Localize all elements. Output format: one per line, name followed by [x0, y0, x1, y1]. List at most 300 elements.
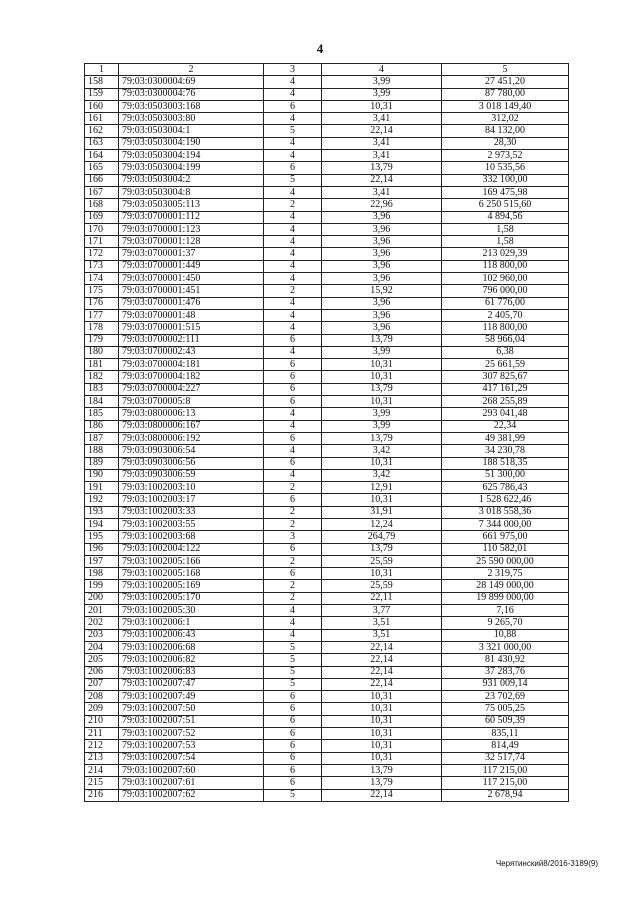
row-number-cell: 173 — [85, 260, 119, 272]
category-cell: 5 — [264, 678, 322, 690]
table-row — [85, 445, 569, 457]
amount-cell: 60 509,39 — [442, 715, 569, 727]
table-row — [85, 740, 569, 752]
row-number-cell: 181 — [85, 359, 119, 371]
category-cell: 5 — [264, 125, 322, 137]
category-cell: 6 — [264, 568, 322, 580]
row-number-cell: 215 — [85, 777, 119, 789]
row-number-cell: 187 — [85, 432, 119, 444]
row-number-cell: 212 — [85, 740, 119, 752]
table-row — [85, 531, 569, 543]
category-cell: 6 — [264, 703, 322, 715]
cadastral-number-cell: 79:03:0800006:192 — [119, 432, 264, 444]
category-cell: 6 — [264, 691, 322, 703]
cadastral-number-cell: 79:03:1002003:10 — [119, 482, 264, 494]
rate-cell: 10,31 — [322, 100, 442, 112]
row-number-cell: 207 — [85, 678, 119, 690]
row-number-cell: 183 — [85, 383, 119, 395]
table-row — [85, 605, 569, 617]
category-cell: 4 — [264, 137, 322, 149]
row-number-cell: 200 — [85, 592, 119, 604]
row-number-cell: 160 — [85, 100, 119, 112]
cadastral-number-cell: 79:03:0503003:80 — [119, 113, 264, 125]
table-row — [85, 777, 569, 789]
table-row — [85, 752, 569, 764]
amount-cell: 19 899 000,00 — [442, 592, 569, 604]
cadastral-number-cell: 79:03:0903006:56 — [119, 457, 264, 469]
cadastral-number-cell: 79:03:1002005:169 — [119, 580, 264, 592]
category-cell: 6 — [264, 383, 322, 395]
rate-cell: 22,14 — [322, 789, 442, 801]
cadastral-number-cell: 79:03:1002003:68 — [119, 531, 264, 543]
cadastral-number-cell: 79:03:0503004:1 — [119, 125, 264, 137]
amount-cell: 87 780,00 — [442, 88, 569, 100]
amount-cell: 312,02 — [442, 113, 569, 125]
rate-cell: 12,24 — [322, 518, 442, 530]
category-cell: 2 — [264, 285, 322, 297]
cadastral-number-cell: 79:03:0503004:2 — [119, 174, 264, 186]
category-cell: 5 — [264, 174, 322, 186]
rate-cell: 3,96 — [322, 223, 442, 235]
cadastral-number-cell: 79:03:0700001:451 — [119, 285, 264, 297]
row-number-cell: 193 — [85, 506, 119, 518]
amount-cell: 3 321 000,00 — [442, 641, 569, 653]
rate-cell: 3,96 — [322, 248, 442, 260]
amount-cell: 661 975,00 — [442, 531, 569, 543]
cadastral-number-cell: 79:03:1002007:61 — [119, 777, 264, 789]
cadastral-number-cell: 79:03:0903006:54 — [119, 445, 264, 457]
amount-cell: 268 255,89 — [442, 396, 569, 408]
rate-cell: 25,59 — [322, 555, 442, 567]
row-number-cell: 198 — [85, 568, 119, 580]
table-row — [85, 137, 569, 149]
amount-cell: 7 344 000,00 — [442, 518, 569, 530]
rate-cell: 10,31 — [322, 691, 442, 703]
table-row — [85, 199, 569, 211]
rate-cell: 3,99 — [322, 88, 442, 100]
column-header-5: 5 — [442, 64, 569, 76]
rate-cell: 22,14 — [322, 174, 442, 186]
rate-cell: 10,31 — [322, 715, 442, 727]
table-row — [85, 346, 569, 358]
amount-cell: 3 018 558,36 — [442, 506, 569, 518]
row-number-cell: 159 — [85, 88, 119, 100]
table-row — [85, 678, 569, 690]
row-number-cell: 184 — [85, 396, 119, 408]
rate-cell: 3,41 — [322, 137, 442, 149]
category-cell: 5 — [264, 654, 322, 666]
cadastral-number-cell: 79:03:1002006:82 — [119, 654, 264, 666]
table-row — [85, 186, 569, 198]
cadastral-number-cell: 79:03:1002003:33 — [119, 506, 264, 518]
rate-cell: 13,79 — [322, 764, 442, 776]
rate-cell: 22,14 — [322, 654, 442, 666]
category-cell: 6 — [264, 494, 322, 506]
rate-cell: 3,96 — [322, 260, 442, 272]
column-header-4: 4 — [322, 64, 442, 76]
cadastral-number-cell: 79:03:0700001:128 — [119, 236, 264, 248]
table-row — [85, 420, 569, 432]
cadastral-number-cell: 79:03:1002005:170 — [119, 592, 264, 604]
row-number-cell: 169 — [85, 211, 119, 223]
row-number-cell: 175 — [85, 285, 119, 297]
category-cell: 4 — [264, 605, 322, 617]
cadastral-number-cell: 79:03:0503003:168 — [119, 100, 264, 112]
table-row — [85, 334, 569, 346]
table-row — [85, 383, 569, 395]
table-row — [85, 260, 569, 272]
amount-cell: 1,58 — [442, 223, 569, 235]
category-cell: 4 — [264, 211, 322, 223]
table-row — [85, 703, 569, 715]
rate-cell: 3,42 — [322, 469, 442, 481]
table-row — [85, 617, 569, 629]
cadastral-number-cell: 79:03:0700002:43 — [119, 346, 264, 358]
rate-cell: 10,31 — [322, 752, 442, 764]
cadastral-number-cell: 79:03:0300004:76 — [119, 88, 264, 100]
cadastral-number-cell: 79:03:0700004:182 — [119, 371, 264, 383]
category-cell: 4 — [264, 629, 322, 641]
amount-cell: 4 894,56 — [442, 211, 569, 223]
category-cell: 5 — [264, 789, 322, 801]
rate-cell: 13,79 — [322, 432, 442, 444]
rate-cell: 10,31 — [322, 457, 442, 469]
rate-cell: 10,31 — [322, 728, 442, 740]
document-footer: Черятинский8/2016-3189(9) — [495, 859, 598, 868]
table-row — [85, 543, 569, 555]
cadastral-number-cell: 79:03:1002005:30 — [119, 605, 264, 617]
category-cell: 5 — [264, 666, 322, 678]
row-number-cell: 192 — [85, 494, 119, 506]
table-row — [85, 408, 569, 420]
cadastral-number-cell: 79:03:1002007:49 — [119, 691, 264, 703]
amount-cell: 28,30 — [442, 137, 569, 149]
row-number-cell: 201 — [85, 605, 119, 617]
amount-cell: 1,58 — [442, 236, 569, 248]
category-cell: 4 — [264, 309, 322, 321]
cadastral-number-cell: 79:03:1002005:166 — [119, 555, 264, 567]
table-row — [85, 641, 569, 653]
rate-cell: 3,42 — [322, 445, 442, 457]
category-cell: 4 — [264, 297, 322, 309]
rate-cell: 10,31 — [322, 740, 442, 752]
rate-cell: 10,31 — [322, 371, 442, 383]
cadastral-number-cell: 79:03:0800006:13 — [119, 408, 264, 420]
cadastral-number-cell: 79:03:1002006:1 — [119, 617, 264, 629]
row-number-cell: 211 — [85, 728, 119, 740]
cadastral-number-cell: 79:03:1002007:50 — [119, 703, 264, 715]
row-number-cell: 196 — [85, 543, 119, 555]
category-cell: 5 — [264, 641, 322, 653]
cadastral-number-cell: 79:03:1002006:68 — [119, 641, 264, 653]
row-number-cell: 178 — [85, 322, 119, 334]
category-cell: 6 — [264, 777, 322, 789]
amount-cell: 37 283,76 — [442, 666, 569, 678]
amount-cell: 118 800,00 — [442, 322, 569, 334]
row-number-cell: 213 — [85, 752, 119, 764]
table-row — [85, 494, 569, 506]
rate-cell: 3,41 — [322, 150, 442, 162]
amount-cell: 307 825,67 — [442, 371, 569, 383]
table-row — [85, 592, 569, 604]
row-number-cell: 194 — [85, 518, 119, 530]
table-row — [85, 568, 569, 580]
category-cell: 4 — [264, 236, 322, 248]
row-number-cell: 205 — [85, 654, 119, 666]
category-cell: 6 — [264, 543, 322, 555]
category-cell: 4 — [264, 150, 322, 162]
amount-cell: 213 029,39 — [442, 248, 569, 260]
table-row — [85, 396, 569, 408]
rate-cell: 31,91 — [322, 506, 442, 518]
table-row — [85, 506, 569, 518]
rate-cell: 3,41 — [322, 186, 442, 198]
rate-cell: 3,41 — [322, 113, 442, 125]
category-cell: 4 — [264, 260, 322, 272]
row-number-cell: 204 — [85, 641, 119, 653]
row-number-cell: 216 — [85, 789, 119, 801]
category-cell: 4 — [264, 445, 322, 457]
rate-cell: 3,96 — [322, 322, 442, 334]
category-cell: 4 — [264, 76, 322, 88]
cadastral-number-cell: 79:03:0700005:8 — [119, 396, 264, 408]
row-number-cell: 166 — [85, 174, 119, 186]
cadastral-number-cell: 79:03:0700004:181 — [119, 359, 264, 371]
table-row — [85, 715, 569, 727]
rate-cell: 13,79 — [322, 334, 442, 346]
row-number-cell: 164 — [85, 150, 119, 162]
cadastral-number-cell: 79:03:0700001:476 — [119, 297, 264, 309]
amount-cell: 25 661,59 — [442, 359, 569, 371]
rate-cell: 3,96 — [322, 297, 442, 309]
table-row — [85, 223, 569, 235]
table-row — [85, 580, 569, 592]
table-row — [85, 629, 569, 641]
table-row — [85, 482, 569, 494]
cadastral-number-cell: 79:03:1002007:51 — [119, 715, 264, 727]
rate-cell: 3,99 — [322, 76, 442, 88]
amount-cell: 2 678,94 — [442, 789, 569, 801]
rate-cell: 3,96 — [322, 236, 442, 248]
amount-cell: 6 250 515,60 — [442, 199, 569, 211]
row-number-cell: 214 — [85, 764, 119, 776]
category-cell: 2 — [264, 199, 322, 211]
category-cell: 6 — [264, 752, 322, 764]
row-number-cell: 203 — [85, 629, 119, 641]
cadastral-number-cell: 79:03:0700001:112 — [119, 211, 264, 223]
table-row — [85, 666, 569, 678]
amount-cell: 10,88 — [442, 629, 569, 641]
rate-cell: 3,96 — [322, 273, 442, 285]
category-cell: 6 — [264, 715, 322, 727]
row-number-cell: 161 — [85, 113, 119, 125]
cadastral-number-cell: 79:03:0700004:227 — [119, 383, 264, 395]
cadastral-number-cell: 79:03:0700001:37 — [119, 248, 264, 260]
cadastral-number-cell: 79:03:0700001:515 — [119, 322, 264, 334]
rate-cell: 264,79 — [322, 531, 442, 543]
category-cell: 4 — [264, 420, 322, 432]
category-cell: 4 — [264, 113, 322, 125]
row-number-cell: 209 — [85, 703, 119, 715]
cadastral-number-cell: 79:03:0700001:450 — [119, 273, 264, 285]
amount-cell: 332 100,00 — [442, 174, 569, 186]
category-cell: 6 — [264, 728, 322, 740]
table-row — [85, 297, 569, 309]
cadastral-number-cell: 79:03:0700002:111 — [119, 334, 264, 346]
amount-cell: 814,49 — [442, 740, 569, 752]
rate-cell: 3,77 — [322, 605, 442, 617]
table-row — [85, 309, 569, 321]
amount-cell: 32 517,74 — [442, 752, 569, 764]
table-row — [85, 518, 569, 530]
cadastral-number-cell: 79:03:1002006:83 — [119, 666, 264, 678]
rate-cell: 13,79 — [322, 543, 442, 555]
row-number-cell: 179 — [85, 334, 119, 346]
table-row — [85, 432, 569, 444]
table-row — [85, 457, 569, 469]
table-row — [85, 654, 569, 666]
row-number-cell: 163 — [85, 137, 119, 149]
table-row — [85, 236, 569, 248]
table-row — [85, 371, 569, 383]
table-header-row — [85, 64, 569, 76]
cadastral-number-cell: 79:03:0503004:194 — [119, 150, 264, 162]
category-cell: 3 — [264, 531, 322, 543]
rate-cell: 13,79 — [322, 162, 442, 174]
cadastral-number-cell: 79:03:1002003:55 — [119, 518, 264, 530]
rate-cell: 22,14 — [322, 678, 442, 690]
cadastral-number-cell: 79:03:1002004:122 — [119, 543, 264, 555]
category-cell: 4 — [264, 322, 322, 334]
page-number: 4 — [316, 41, 324, 56]
amount-cell: 2 973,52 — [442, 150, 569, 162]
cadastral-number-cell: 79:03:0503004:8 — [119, 186, 264, 198]
column-header-2: 2 — [119, 64, 264, 76]
table-row — [85, 359, 569, 371]
cadastral-number-cell: 79:03:1002007:52 — [119, 728, 264, 740]
amount-cell: 84 132,00 — [442, 125, 569, 137]
amount-cell: 625 786,43 — [442, 482, 569, 494]
table-row — [85, 88, 569, 100]
row-number-cell: 206 — [85, 666, 119, 678]
row-number-cell: 165 — [85, 162, 119, 174]
rate-cell: 22,14 — [322, 641, 442, 653]
cadastral-number-cell: 79:03:1002007:54 — [119, 752, 264, 764]
amount-cell: 25 590 000,00 — [442, 555, 569, 567]
table-row — [85, 691, 569, 703]
cadastral-number-cell: 79:03:1002007:60 — [119, 764, 264, 776]
amount-cell: 28 149 000,00 — [442, 580, 569, 592]
cadastral-number-cell: 79:03:0300004:69 — [119, 76, 264, 88]
amount-cell: 118 800,00 — [442, 260, 569, 272]
cadastral-number-cell: 79:03:0503004:199 — [119, 162, 264, 174]
category-cell: 6 — [264, 740, 322, 752]
category-cell: 2 — [264, 592, 322, 604]
cadastral-number-cell: 79:03:0800006:167 — [119, 420, 264, 432]
rate-cell: 22,96 — [322, 199, 442, 211]
rate-cell: 22,14 — [322, 666, 442, 678]
rate-cell: 10,31 — [322, 494, 442, 506]
amount-cell: 293 041,48 — [442, 408, 569, 420]
category-cell: 6 — [264, 162, 322, 174]
amount-cell: 51 300,00 — [442, 469, 569, 481]
row-number-cell: 168 — [85, 199, 119, 211]
table-row — [85, 469, 569, 481]
rate-cell: 13,79 — [322, 777, 442, 789]
rate-cell: 3,99 — [322, 408, 442, 420]
table-row — [85, 728, 569, 740]
category-cell: 4 — [264, 617, 322, 629]
category-cell: 4 — [264, 273, 322, 285]
table-row — [85, 211, 569, 223]
cadastral-number-cell: 79:03:0503004:190 — [119, 137, 264, 149]
amount-cell: 1 528 622,46 — [442, 494, 569, 506]
amount-cell: 10 535,56 — [442, 162, 569, 174]
row-number-cell: 188 — [85, 445, 119, 457]
row-number-cell: 180 — [85, 346, 119, 358]
rate-cell: 3,99 — [322, 420, 442, 432]
cadastral-number-cell: 79:03:1002006:43 — [119, 629, 264, 641]
table-row — [85, 273, 569, 285]
row-number-cell: 167 — [85, 186, 119, 198]
category-cell: 2 — [264, 482, 322, 494]
category-cell: 4 — [264, 346, 322, 358]
category-cell: 2 — [264, 506, 322, 518]
cadastral-number-cell: 79:03:1002005:168 — [119, 568, 264, 580]
amount-cell: 75 005,25 — [442, 703, 569, 715]
rate-cell: 10,31 — [322, 396, 442, 408]
amount-cell: 81 430,92 — [442, 654, 569, 666]
table-row — [85, 76, 569, 88]
amount-cell: 796 000,00 — [442, 285, 569, 297]
amount-cell: 6,38 — [442, 346, 569, 358]
cadastral-number-cell: 79:03:1002003:17 — [119, 494, 264, 506]
table-row — [85, 174, 569, 186]
category-cell: 4 — [264, 186, 322, 198]
row-number-cell: 189 — [85, 457, 119, 469]
row-number-cell: 191 — [85, 482, 119, 494]
category-cell: 4 — [264, 469, 322, 481]
cadastral-number-cell: 79:03:1002007:47 — [119, 678, 264, 690]
amount-cell: 2 319,75 — [442, 568, 569, 580]
amount-cell: 34 230,78 — [442, 445, 569, 457]
category-cell: 4 — [264, 248, 322, 260]
amount-cell: 931 009,14 — [442, 678, 569, 690]
rate-cell: 10,31 — [322, 359, 442, 371]
amount-cell: 117 215,00 — [442, 764, 569, 776]
amount-cell: 49 381,99 — [442, 432, 569, 444]
row-number-cell: 190 — [85, 469, 119, 481]
amount-cell: 7,16 — [442, 605, 569, 617]
row-number-cell: 172 — [85, 248, 119, 260]
table-row — [85, 150, 569, 162]
rate-cell: 10,31 — [322, 703, 442, 715]
amount-cell: 417 161,29 — [442, 383, 569, 395]
row-number-cell: 202 — [85, 617, 119, 629]
table-row — [85, 100, 569, 112]
cadastral-number-cell: 79:03:0503005:113 — [119, 199, 264, 211]
amount-cell: 835,11 — [442, 728, 569, 740]
category-cell: 2 — [264, 518, 322, 530]
table-row — [85, 555, 569, 567]
table-row — [85, 162, 569, 174]
amount-cell: 110 582,01 — [442, 543, 569, 555]
rate-cell: 3,51 — [322, 617, 442, 629]
row-number-cell: 197 — [85, 555, 119, 567]
rate-cell: 3,96 — [322, 309, 442, 321]
table-row — [85, 285, 569, 297]
row-number-cell: 174 — [85, 273, 119, 285]
